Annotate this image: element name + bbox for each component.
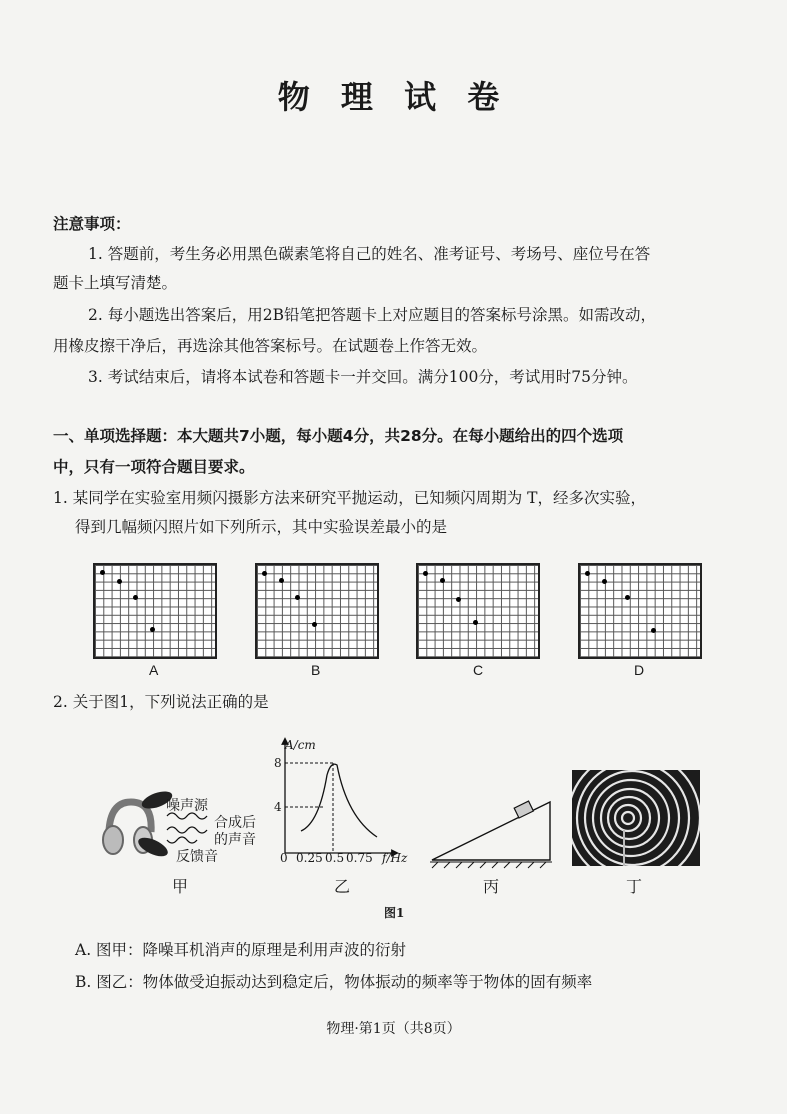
notice-heading: 注意事项： [53,215,131,233]
notice-item-2: 2. 每小题选出答案后，用2B铅笔把答题卡上对应题目的答案标号涂黑。如需改动， [88,306,656,324]
fig-jia-label: 甲 [172,877,189,896]
yi-ytick-4: 4 [274,800,282,814]
grid-photo-d [578,563,702,659]
flash-dot [602,579,607,584]
flash-dot [100,570,105,575]
section1-heading: 一、单项选择题：本大题共7小题，每小题4分，共28分。在每小题给出的四个选项 [53,427,624,445]
figure-ding-ripple-photo [572,770,700,866]
flash-dot [625,595,630,600]
flash-dot [150,627,155,632]
yi-xtick-0: 0 [280,851,288,865]
block [514,801,533,818]
figure-bing-incline [428,790,558,870]
yi-xtick-075: 0.75 [346,851,373,865]
grid-photo-c [416,563,540,659]
flash-dot [117,579,122,584]
notice-item-1-cont: 题卡上填写清楚。 [53,274,178,292]
fig-yi-label: 乙 [334,877,351,896]
jia-noise-source: 噪声源 [166,798,208,814]
yi-xlabel: f/Hz [382,851,408,865]
notice-item-3: 3. 考试结束后，请将本试卷和答题卡一并交回。满分100分，考试用时75分钟。 [88,368,638,386]
yi-ytick-8: 8 [274,756,282,770]
grid-photo-a [93,563,217,659]
q2-option-b: B. 图乙：物体做受迫振动达到稳定后，物体振动的频率等于物体的固有频率 [75,973,593,991]
flash-dot [279,578,284,583]
flash-dot [133,595,138,600]
section1-heading-cont: 中，只有一项符合题目要求。 [53,458,255,476]
option-label-c: C [473,662,484,678]
fig-bing-label: 丙 [483,877,500,896]
page-title: 物 理 试 卷 [277,78,510,116]
jia-combined-2: 的声音 [214,832,256,848]
q1-stem: 1. 某同学在实验室用频闪摄影方法来研究平抛运动，已知频闪周期为 T，经多次实验， [53,489,646,507]
flash-dot [473,620,478,625]
option-label-d: D [634,662,645,678]
page-footer: 物理·第1页（共8页） [326,1021,461,1037]
fig-ding-label: 丁 [626,877,643,896]
yi-xtick-05: 0.5 [325,851,345,865]
notice-item-2-cont: 用橡皮擦干净后，再选涂其他答案标号。在试题卷上作答无效。 [53,337,488,355]
flash-dot [651,628,656,633]
sound-wave [167,837,197,843]
flash-dot [312,622,317,627]
yi-ylabel: A/cm [285,738,316,752]
jia-combined-1: 合成后 [214,815,256,831]
resonance-curve [301,764,377,837]
flash-dot [440,578,445,583]
sound-wave [167,827,207,833]
flash-dot [456,597,461,602]
figure-caption: 图1 [384,906,405,920]
option-label-a: A [149,662,159,678]
yi-xtick-025: 0.25 [296,851,323,865]
option-label-b: B [311,662,321,678]
figure-yi-resonance-chart [265,735,425,870]
q2-option-a: A. 图甲：降噪耳机消声的原理是利用声波的衍射 [75,941,407,959]
flash-dot [585,571,590,576]
flash-dot [262,571,267,576]
q2-stem: 2. 关于图1，下列说法正确的是 [53,693,269,711]
notice-item-1: 1. 答题前，考生务必用黑色碳素笔将自己的姓名、准考证号、考场号、座位号在答 [88,245,651,263]
flash-dot [295,595,300,600]
jia-feedback: 反馈音 [176,849,218,865]
grid-photo-b [255,563,379,659]
q1-stem-cont: 得到几幅频闪照片如下列所示，其中实验误差最小的是 [75,518,448,536]
ground-hatch [430,862,552,868]
flash-dot [423,571,428,576]
